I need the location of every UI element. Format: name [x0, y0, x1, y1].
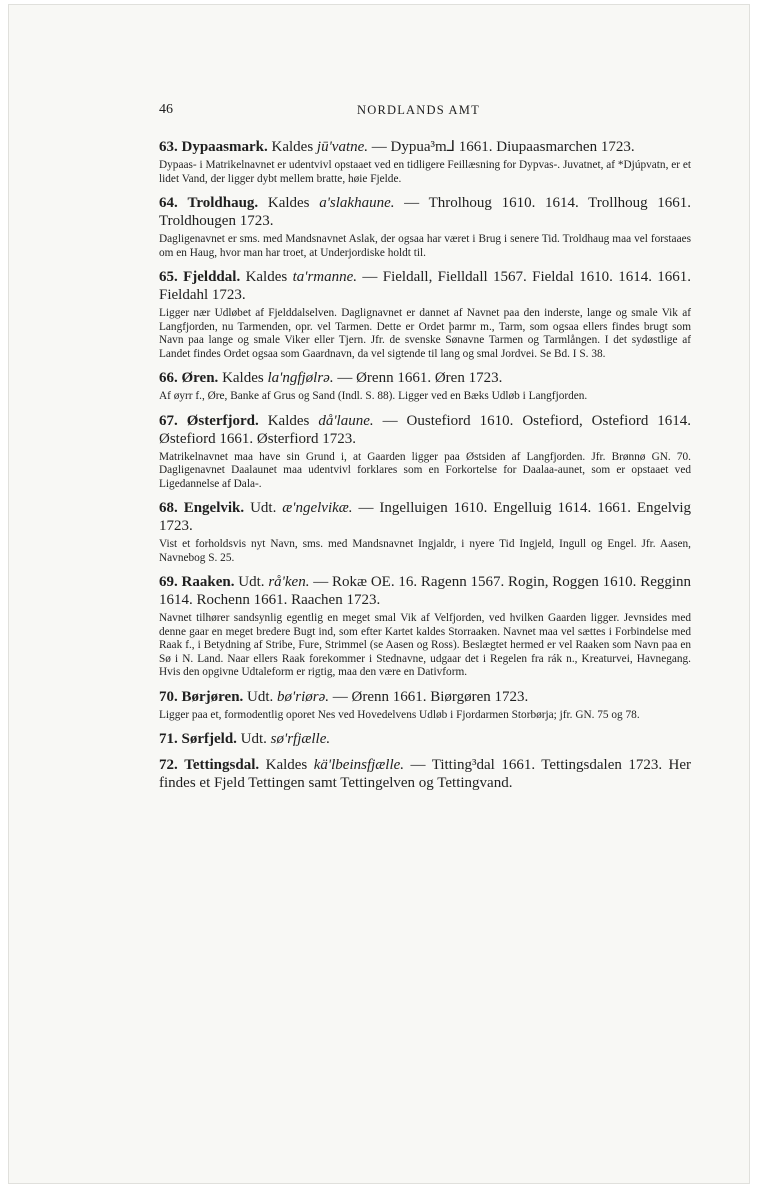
entry-number: 66. — [159, 370, 178, 386]
pronunciation-label: Udt. — [238, 574, 265, 590]
historical-forms: — Dypua³m⅃ 1661. Diupaasmarchen 1723. — [371, 139, 635, 155]
page-header — [159, 102, 699, 122]
entry-heading — [159, 369, 691, 387]
place-entry — [159, 688, 691, 723]
historical-forms: — Ørenn 1661. Biørgøren 1723. — [332, 688, 529, 705]
place-name: Børjøren. — [181, 688, 244, 705]
entry-number: 68. — [159, 500, 178, 516]
place-entry — [159, 412, 691, 492]
entry-heading — [159, 412, 691, 448]
entry-number: 69. — [159, 574, 178, 590]
pronunciation-label: Udt. — [240, 731, 267, 747]
place-name: Øren. — [181, 370, 219, 386]
running-title: NORDLANDS AMT — [357, 103, 480, 117]
entry-heading — [159, 756, 691, 792]
historical-forms: — Rokæ OE. 16. Ragenn 1567. Rogin, Roggen 1610. Regginn 1614. Rochenn 1661. Raachen 1723. — [159, 574, 692, 608]
place-entry — [159, 573, 691, 680]
historical-forms: — Throlhoug 1610. 1614. Trollhoug 1661. Troldhougen 1723. — [159, 195, 692, 229]
place-name: Fjelddal. — [183, 269, 241, 285]
entry-note: Af øyrr f., Øre, Banke af Grus og Sand (Indl. S. 88). Ligger ved en Bæks Udløb i Langfjorden. — [159, 390, 588, 402]
place-name: Troldhaug. — [187, 195, 259, 211]
entry-number: 72. — [159, 757, 178, 773]
pronunciation: æ'ngelvikæ. — [282, 500, 353, 516]
pronunciation-label: Kaldes — [245, 269, 288, 285]
book-page — [8, 4, 750, 1184]
entry-heading — [159, 194, 691, 230]
place-entry — [159, 730, 691, 748]
entry-heading — [159, 499, 691, 535]
pronunciation-label: Udt. — [247, 688, 274, 705]
entry-note: Navnet tilhører sandsynlig egentlig en meget smal Vik af Velfjorden, ved hvilken Gaarden ligger. Jevnsides med denne gaar en meget bredere Bugt ind, som efter Kartet kaldes Storraaken. Navnet maa vel sættes i Forbindelse med Raak f., i Betydning af Stribe, Fure, Strimmel (se Aasen og Ross). Beslægtet hermed er vel Raaken som Navn paa en Sø i N. Land. Naar ellers Raak forekommer i Stednavne, udgaar det i Regelen fra rák n., Kreaturvei, Havnegang. Hvis den opgivne Udtaleform er rigtig, maa den være en Dativform. — [159, 612, 691, 678]
entry-note: Vist et forholdsvis nyt Navn, sms. med Mandsnavnet Ingjaldr, i nyere Tid Ingjeld, Ingull og Engel. Jfr. Aasen, Navnebog S. 25. — [159, 538, 691, 564]
pronunciation-label: Kaldes — [267, 195, 310, 211]
entry-heading — [159, 730, 691, 748]
entry-heading — [159, 138, 691, 156]
pronunciation-label: Kaldes — [267, 412, 310, 429]
entry-number: 67. — [159, 412, 178, 429]
historical-forms: — Ingelluigen 1610. Engelluig 1614. 1661. Engelvig 1723. — [159, 500, 692, 534]
pronunciation-label: Udt. — [250, 500, 277, 516]
entry-list — [159, 138, 691, 792]
pronunciation: ta'rmanne. — [292, 269, 358, 285]
historical-forms: — Titting³dal 1661. Tettingsdalen 1723. Her findes et Fjeld Tettingen samt Tettingelven og Tettingvand. — [159, 757, 692, 791]
place-name: Østerfjord. — [186, 412, 259, 429]
place-entry — [159, 194, 691, 260]
historical-forms: — Ørenn 1661. Øren 1723. — [337, 370, 503, 386]
place-entry — [159, 138, 691, 186]
entry-number: 64. — [159, 195, 178, 211]
historical-forms: — Oustefiord 1610. Ostefiord, Ostefiord 1614. Østefiord 1661. Østerfiord 1723. — [159, 412, 692, 447]
place-entry — [159, 756, 691, 792]
place-name: Raaken. — [181, 574, 235, 590]
pronunciation-label: Kaldes — [265, 757, 308, 773]
page-number: 46 — [159, 102, 173, 117]
pronunciation: la'ngfjølrə. — [267, 370, 334, 386]
pronunciation: kä'lbeinsfjælle. — [313, 757, 405, 773]
entry-heading — [159, 573, 691, 609]
pronunciation: rå'ken. — [268, 574, 310, 590]
entry-number: 70. — [159, 688, 178, 705]
entry-note: Ligger nær Udløbet af Fjelddalselven. Daglignavnet er dannet af Navnet paa den inderste, lange og smale Vik af Langfjorden, nu Tarmenden, opr. vel Tarmen. Dette er Ordet þarmr m., Tarm, som ogsaa ellers findes brugt som Navn paa lange og smale Viker eller Tjern. Jfr. de svenske Sønavne Tarmen og Tarmlången. I det sydøstlige af Landet findes Ordet ogsaa som Gaardnavn, da vel sigtende til lang og smal Jordvei. Se Bd. I S. 38. — [159, 307, 691, 360]
entry-note: Dypaas- i Matrikelnavnet er udentvivl opstaaet ved en tidligere Feillæsning for Dypvas-. Juvatnet, af *Djúpvatn, er et lidet Vand, der ligger dybt mellem bratte, høie Fjelde. — [159, 159, 691, 185]
pronunciation: jū'vatne. — [316, 139, 369, 155]
place-name: Engelvik. — [183, 500, 245, 516]
historical-forms: — Fieldall, Fielldall 1567. Fieldal 1610. 1614. 1661. Fieldahl 1723. — [159, 269, 692, 303]
pronunciation: då'laune. — [318, 412, 374, 429]
place-name: Tettingsdal. — [184, 757, 260, 773]
place-name: Sørfjeld. — [181, 731, 237, 747]
place-entry — [159, 268, 691, 361]
place-entry — [159, 499, 691, 565]
pronunciation-label: Kaldes — [271, 139, 314, 155]
entry-heading — [159, 268, 691, 304]
entry-note: Dagligenavnet er sms. med Mandsnavnet Aslak, der ogsaa har været i Brug i senere Tid. Troldhaug maa vel forstaaes om en Haug, hvor man har troet, at Underjordiske holdt til. — [159, 233, 691, 259]
pronunciation-label: Kaldes — [222, 370, 264, 386]
pronunciation: a'slakhaune. — [319, 195, 395, 211]
entry-heading — [159, 688, 691, 706]
entry-note: Matrikelnavnet maa have sin Grund i, at Gaarden ligger paa Østsiden af Langfjorden. Jfr. Brønnø GN. 70. Dagligenavnet Daalaunet maa udentvivl forklares som en Forkortelse for Daalaa-aunet, som er opstaaet ved Ligedannelse af Dala-. — [159, 450, 691, 490]
entry-number: 65. — [159, 269, 178, 285]
entry-note: Ligger paa et, formodentlig oporet Nes ved Hovedelvens Udløb i Fjordarmen Storbørja; jfr. GN. 75 og 78. — [159, 708, 640, 721]
entry-number: 63. — [159, 139, 178, 155]
pronunciation: bø'riørə. — [277, 688, 330, 705]
entry-number: 71. — [159, 731, 178, 747]
place-entry — [159, 369, 691, 404]
place-name: Dypaasmark. — [181, 139, 268, 155]
pronunciation: sø'rfjælle. — [270, 731, 331, 747]
